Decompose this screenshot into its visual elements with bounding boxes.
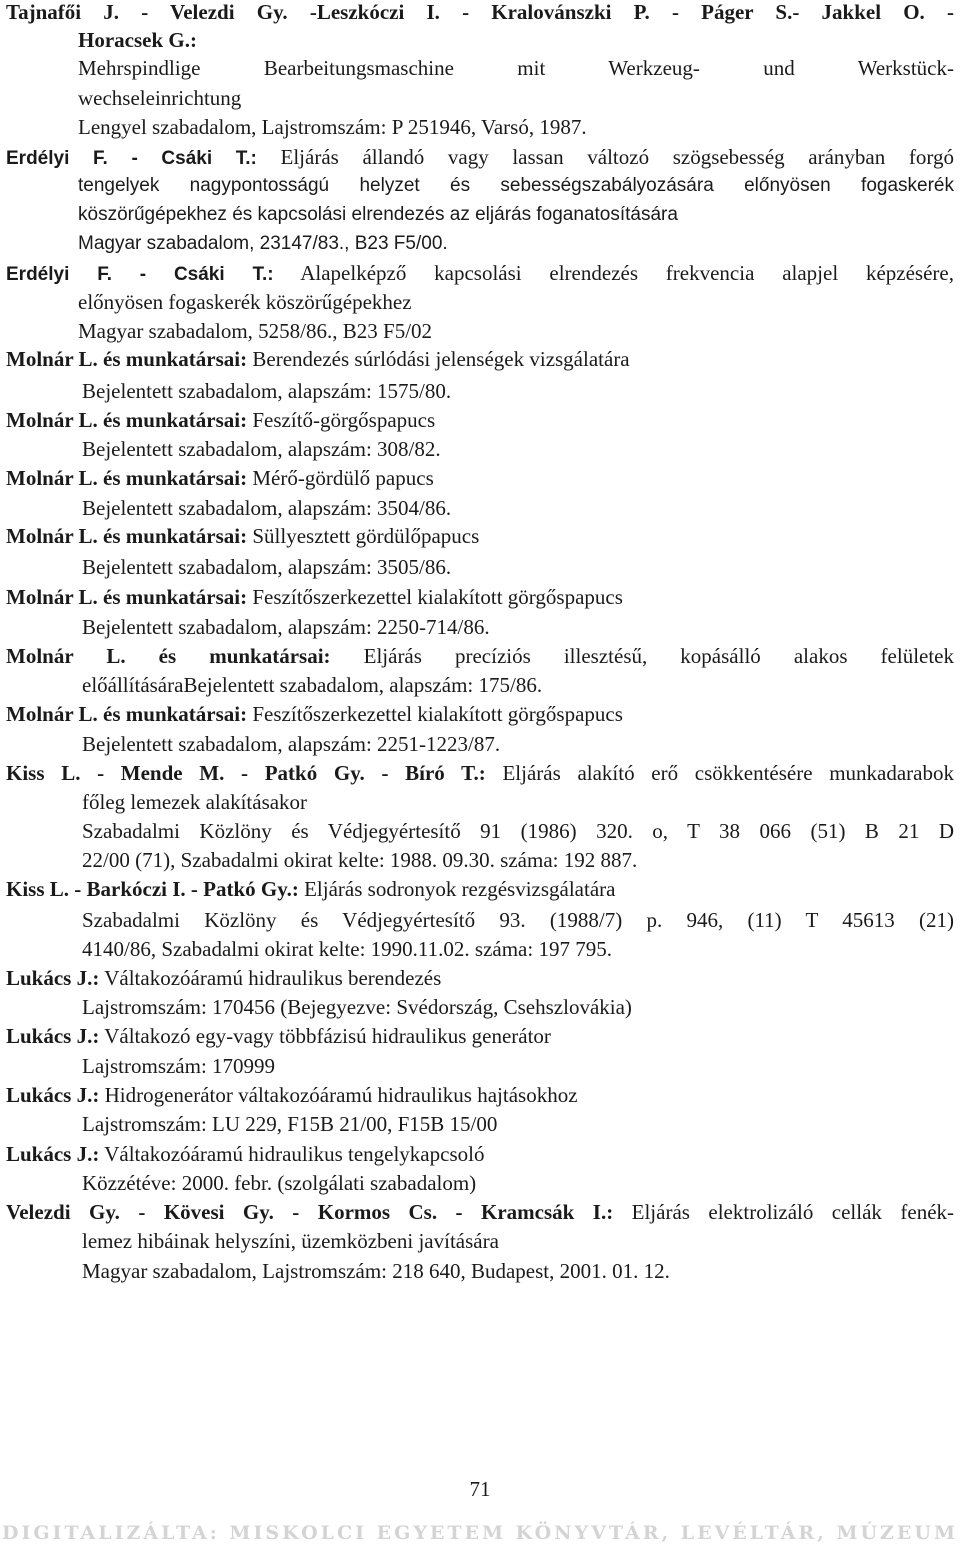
entry-title: Süllyesztett gördülőpapucs — [252, 524, 480, 548]
entry-reference: Lajstromszám: 170456 (Bejegyezve: Svédország, Csehszlovákia) — [82, 995, 632, 1019]
entry-row — [6, 966, 441, 990]
entry-row — [6, 261, 954, 287]
entry-authors-cont: Horacsek G.: — [78, 28, 197, 52]
entry-authors: Molnár L. és munkatársai: — [6, 466, 248, 490]
entry-row — [6, 408, 435, 432]
entry-reference: Szabadalmi Közlöny és Védjegyértesítő 93. (1988/7) p. 946, (11) T 45613 (21) — [82, 908, 954, 932]
entry-row — [6, 1083, 578, 1107]
entry-reference-cont: 4140/86, Szabadalmi okirat kelte: 1990.11.02. száma: 197 795. — [82, 937, 612, 961]
entry-reference: Magyar szabadalom, 23147/83., B23 F5/00. — [78, 233, 448, 254]
entry-reference: Bejelentett szabadalom, alapszám: 308/82. — [82, 437, 441, 461]
entry-title: Feszítő-görgőspapucs — [252, 408, 436, 432]
entry-reference: Bejelentett szabadalom, alapszám: 2250-714/86. — [82, 615, 490, 639]
entry-title: Eljárás sodronyok rezgésvizsgálatára — [304, 877, 616, 901]
entry-title-cont: lemez hibáinak helyszíni, üzemközbeni javítására — [82, 1229, 499, 1253]
entry-row — [6, 702, 623, 726]
entry-authors: Kiss L. - Mende M. - Patkó Gy. - Bíró T.: — [6, 761, 486, 785]
entry-row — [6, 347, 630, 371]
page-number: 71 — [469, 1477, 491, 1501]
entry-reference: Lengyel szabadalom, Lajstromszám: P 251946, Varsó, 1987. — [78, 115, 587, 139]
entry-title: Váltakozóáramú hidraulikus berendezés — [104, 966, 442, 990]
entry-title: Eljárás alakító erő csökkentésére munkadarabok — [502, 761, 954, 785]
entry-title: Eljárás elektrolizáló cellák fenék- — [631, 1200, 955, 1224]
entry-title-cont: előállításáraBejelentett szabadalom, alapszám: 175/86. — [82, 673, 543, 697]
entry-row — [6, 877, 615, 901]
entry-row — [6, 1142, 484, 1166]
entry-title-cont: köszörűgépekhez és kapcsolási elrendezés az eljárás foganatosítására — [78, 204, 678, 225]
entry-authors: Lukács J.: — [6, 1024, 100, 1048]
entry-title-cont: tengelyek nagypontosságú helyzet és sebességszabályozására előnyösen fogaskerék — [78, 175, 954, 196]
entry-authors: Lukács J.: — [6, 1083, 100, 1107]
entry-title: Alapelképző kapcsolási elrendezés frekvencia alapjel képzésére, — [300, 261, 954, 285]
entry-row — [6, 644, 954, 668]
entry-title-cont: wechseleinrichtung — [78, 86, 242, 110]
entry-reference: Szabadalmi Közlöny és Védjegyértesítő 91 (1986) 320. o, T 38 066 (51) B 21 D — [82, 819, 954, 843]
entry-row — [6, 145, 954, 171]
entry-reference: Magyar szabadalom, 5258/86., B23 F5/02 — [78, 319, 433, 343]
entry-title: Eljárás állandó vagy lassan változó szögsebesség arányban forgó — [280, 145, 954, 169]
entry-authors: Kiss L. - Barkóczi I. - Patkó Gy.: — [6, 877, 299, 901]
entry-reference: Közzétéve: 2000. febr. (szolgálati szabadalom) — [82, 1171, 477, 1195]
entry-authors: Velezdi Gy. - Kövesi Gy. - Kormos Cs. - Kramcsák I.: — [6, 1200, 614, 1224]
entry-title: Mérő-gördülő papucs — [252, 466, 434, 490]
entry-row — [6, 1200, 954, 1224]
entry-row — [6, 585, 623, 609]
entry-authors: Molnár L. és munkatársai: — [6, 347, 248, 371]
entry-authors: Erdélyi F. - Csáki T.: — [6, 148, 257, 169]
entry-authors: Tajnafői J. - Velezdi Gy. -Leszkóczi I. - Kralovánszki P. - Páger S.- Jakkel O. - — [6, 0, 954, 24]
entry-reference: Lajstromszám: LU 229, F15B 21/00, F15B 15/00 — [82, 1112, 498, 1136]
entry-title: Váltakozó egy-vagy többfázisú hidraulikus generátor — [104, 1024, 551, 1048]
entry-title: Hidrogenerátor váltakozóáramú hidraulikus hajtásokhoz — [104, 1083, 578, 1107]
entry-authors: Molnár L. és munkatársai: — [6, 644, 331, 668]
entry-authors: Lukács J.: — [6, 966, 100, 990]
entry-authors: Molnár L. és munkatársai: — [6, 524, 248, 548]
entry-row — [6, 1024, 551, 1048]
entry-reference: Bejelentett szabadalom, alapszám: 3504/86. — [82, 496, 452, 520]
entry-authors: Molnár L. és munkatársai: — [6, 702, 248, 726]
entry-reference: Magyar szabadalom, Lajstromszám: 218 640, Budapest, 2001. 01. 12. — [82, 1259, 670, 1283]
entry-row — [6, 524, 479, 548]
entry-title: Mehrspindlige Bearbeitungsmaschine mit Werkzeug- und Werkstück- — [78, 56, 954, 80]
entry-title-cont: főleg lemezek alakításakor — [82, 790, 308, 814]
entry-reference: Bejelentett szabadalom, alapszám: 1575/80. — [82, 379, 452, 403]
entry-authors: Erdélyi F. - Csáki T.: — [6, 264, 274, 285]
entry-reference: Lajstromszám: 170999 — [82, 1054, 276, 1078]
digitization-footer: DIGITALIZÁLTA: MISKOLCI EGYETEM KÖNYVTÁR, LEVÉLTÁR, MÚZEUM — [1, 1522, 959, 1544]
entry-title: Eljárás precíziós illesztésű, kopásálló alakos felületek — [363, 644, 955, 668]
entry-authors: Molnár L. és munkatársai: — [6, 585, 248, 609]
entry-title: Feszítőszerkezettel kialakított görgőspapucs — [252, 702, 623, 726]
entry-reference-cont: 22/00 (71), Szabadalmi okirat kelte: 1988. 09.30. száma: 192 887. — [82, 848, 638, 872]
entry-authors: Lukács J.: — [6, 1142, 100, 1166]
entry-title: Berendezés súrlódási jelenségek vizsgálatára — [252, 347, 630, 371]
entry-authors: Molnár L. és munkatársai: — [6, 408, 248, 432]
entry-title: Feszítőszerkezettel kialakított görgőspapucs — [252, 585, 623, 609]
entry-row — [6, 466, 434, 490]
entry-title: Váltakozóáramú hidraulikus tengelykapcsoló — [104, 1142, 485, 1166]
entry-reference: Bejelentett szabadalom, alapszám: 3505/86. — [82, 555, 452, 579]
entry-row — [6, 761, 954, 785]
entry-reference: Bejelentett szabadalom, alapszám: 2251-1223/87. — [82, 732, 501, 756]
entry-title-cont: előnyösen fogaskerék köszörűgépekhez — [78, 290, 412, 314]
